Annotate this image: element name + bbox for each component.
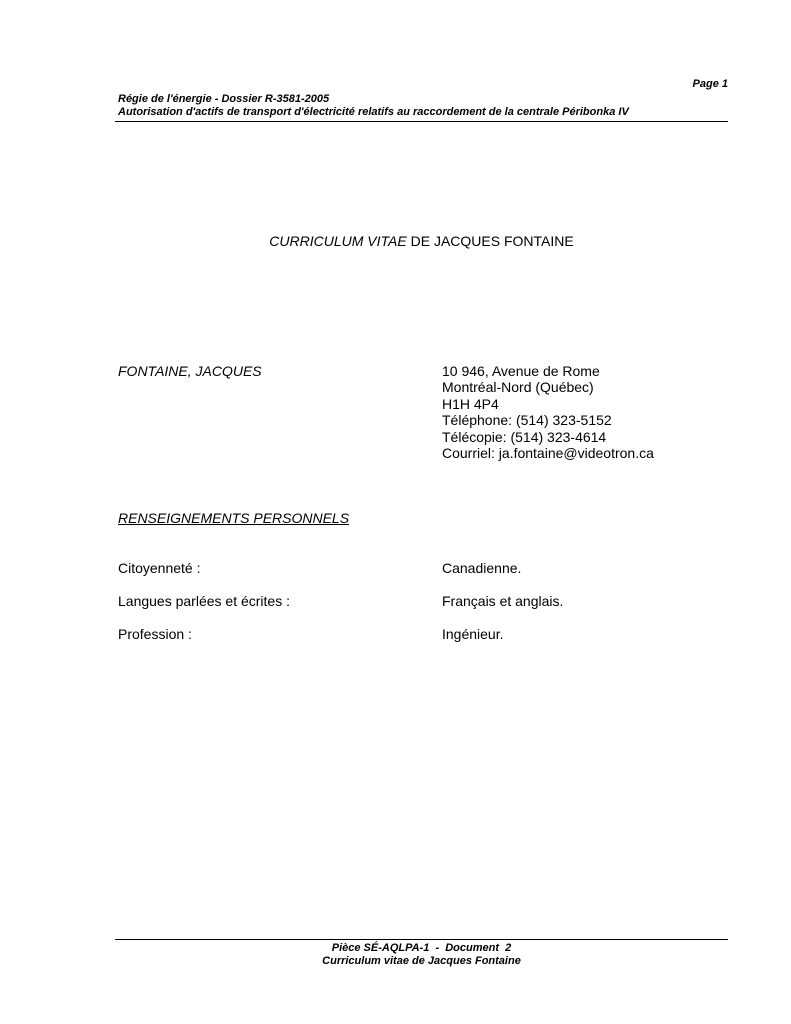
- person-name: FONTAINE, JACQUES: [118, 363, 262, 379]
- footer-description: Curriculum vitae de Jacques Fontaine: [322, 955, 521, 967]
- title-italic-part: CURRICULUM VITAE: [269, 233, 407, 249]
- contact-block: [442, 363, 654, 461]
- header-subject: Autorisation d'actifs de transport d'électricité relatifs au raccordement de la centrale Péribonka IV: [118, 106, 629, 118]
- document-title: [0, 233, 791, 249]
- value-profession: Ingénieur.: [442, 626, 504, 642]
- contact-phone: Téléphone: (514) 323-5152: [442, 412, 612, 429]
- label-profession: Profession :: [118, 626, 192, 642]
- section-heading-personal-info: RENSEIGNEMENTS PERSONNELS: [118, 510, 350, 526]
- address-city: Montréal-Nord (Québec): [442, 379, 594, 396]
- label-languages: Langues parlées et écrites :: [118, 593, 290, 609]
- label-citizenship: Citoyenneté :: [118, 560, 201, 576]
- value-languages: Français et anglais.: [442, 593, 564, 609]
- title-rest: DE JACQUES FONTAINE: [406, 233, 574, 249]
- address-postal-code: H1H 4P4: [442, 395, 499, 412]
- header-divider: [115, 121, 728, 122]
- page-number: Page 1: [692, 78, 728, 90]
- footer-piece: Pièce SÉ-AQLPA-1 - Document 2: [331, 942, 512, 954]
- contact-email: Courriel: ja.fontaine@videotron.ca: [442, 445, 654, 462]
- contact-fax: Télécopie: (514) 323-4614: [442, 428, 607, 445]
- footer-divider: [115, 939, 728, 940]
- header-dossier: Régie de l'énergie - Dossier R-3581-2005: [118, 93, 330, 105]
- address-street: 10 946, Avenue de Rome: [442, 363, 600, 379]
- value-citizenship: Canadienne.: [442, 560, 522, 576]
